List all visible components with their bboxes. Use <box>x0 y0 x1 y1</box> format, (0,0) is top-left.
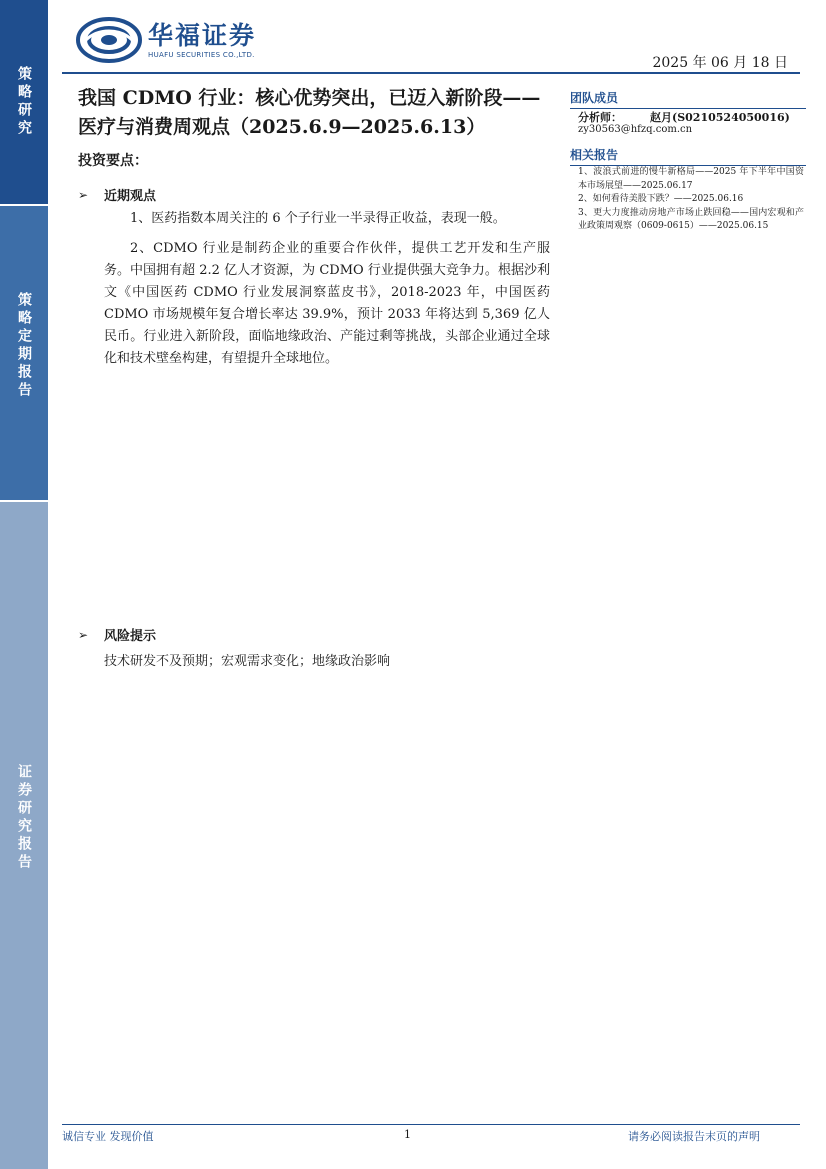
risk-text: 技术研发不及预期；宏观需求变化；地缘政治影响 <box>104 654 391 669</box>
analyst-email[interactable]: zy30563@hfzq.com.cn <box>578 124 693 135</box>
side-strip-segment-research <box>0 0 48 204</box>
risk-heading <box>78 625 156 644</box>
side-label-periodic: 策略定期报告 <box>16 292 32 400</box>
recent-view-paragraph-2: 2、CDMO 行业是制药企业的重要合作伙伴，提供工艺开发和生产服务。中国拥有超 2.2 亿人才资源，为 CDMO 行业提供强大竞争力。根据沙利文《中国医药 CDMO 行业发展洞察蓝皮书》，2018-2023 年，中国医药 CDMO 市场规模年复合增长率达 39.9%，预计 2033 年将达到 5,369 亿人民币。行业进入新阶段，面临地缘政治、产能过剩等挑战，头部企业通过全球化和技术壁垒构建，有望提升全球地位。 <box>104 241 550 366</box>
footer-disclaimer: 请务必阅读报告末页的声明 <box>628 1130 760 1143</box>
analyst-label: 分析师： <box>578 111 622 124</box>
arrow-bullet-icon: ➢ <box>78 627 89 642</box>
page-number: 1 <box>404 1128 411 1141</box>
footer-divider <box>62 1124 800 1125</box>
analyst-line <box>578 109 804 125</box>
recent-view-heading-text: 近期观点 <box>104 189 157 204</box>
side-label-securities: 证券研究报告 <box>16 764 32 872</box>
side-strip-segment-securities <box>0 502 48 1169</box>
related-reports-list <box>578 166 804 234</box>
logo-name-en: HUAFU SECURITIES CO.,LTD. <box>148 51 255 59</box>
related-report-item[interactable]: 3、更大力度推动房地产市场止跌回稳——国内宏观和产业政策周观察（0609-0615）——2025.06.15 <box>578 207 804 231</box>
analyst-name: 赵月(S0210524050016) <box>650 111 790 124</box>
key-points-heading: 投资要点： <box>78 153 148 169</box>
recent-view-heading <box>78 185 156 204</box>
recent-view-paragraph-1: 1、医药指数本周关注的 6 个子行业一半录得正收益，表现一般。 <box>130 211 506 226</box>
related-report-item[interactable]: 1、波浪式前进的慢牛新格局——2025 年下半年中国资本市场展望——2025.06.17 <box>578 167 804 191</box>
team-heading: 团队成员 <box>570 89 806 109</box>
logo-name-cn: 华福证券 <box>148 21 257 50</box>
header-divider <box>62 72 800 74</box>
risk-heading-text: 风险提示 <box>104 629 157 644</box>
report-title: 我国 CDMO 行业：核心优势突出，已迈入新阶段——医疗与消费周观点（2025.6.9—2025.6.13） <box>78 87 541 138</box>
side-strip-segment-periodic <box>0 206 48 500</box>
arrow-bullet-icon: ➢ <box>78 187 89 202</box>
footer-slogan: 诚信专业 发现价值 <box>62 1130 154 1143</box>
company-logo <box>76 16 256 64</box>
report-date: 2025 年 06 月 18 日 <box>652 55 788 71</box>
related-reports-heading: 相关报告 <box>570 146 806 166</box>
side-strip <box>0 0 48 1169</box>
related-report-item[interactable]: 2、如何看待美股下跌？——2025.06.16 <box>578 194 744 204</box>
logo-mark-icon <box>76 16 142 64</box>
side-label-research: 策略研究 <box>16 66 32 138</box>
